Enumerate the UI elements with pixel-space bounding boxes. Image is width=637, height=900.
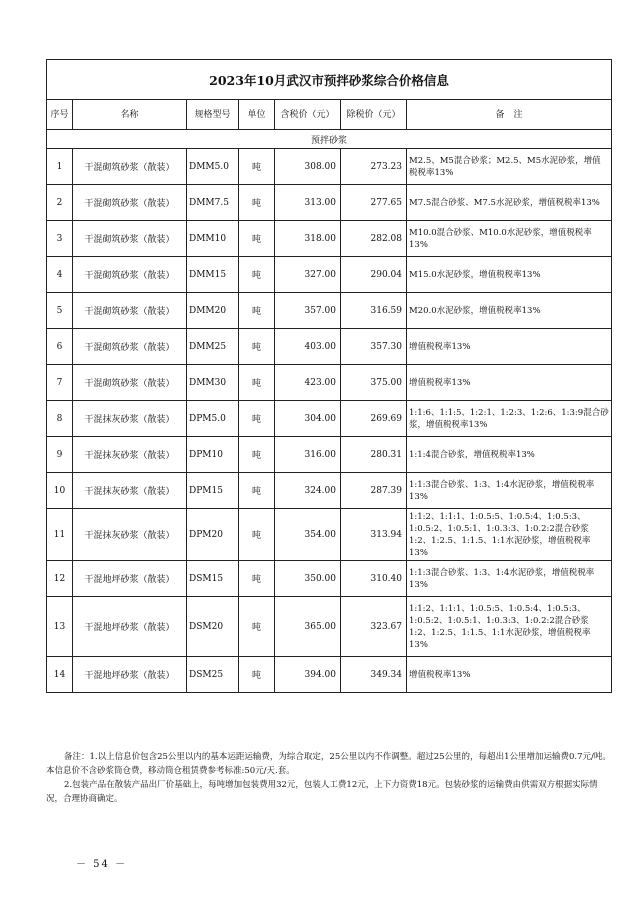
cell-unit: 吨	[239, 293, 275, 329]
cell-tax-incl: 394.00	[275, 657, 341, 693]
cell-seq: 5	[47, 293, 73, 329]
cell-seq: 14	[47, 657, 73, 693]
cell-name: 干混砌筑砂浆（散装）	[73, 221, 187, 257]
cell-tax-incl: 354.00	[275, 509, 341, 561]
cell-name: 干混砌筑砂浆（散装）	[73, 257, 187, 293]
cell-unit: 吨	[239, 185, 275, 221]
cell-name: 干混地坪砂浆（散装）	[73, 597, 187, 657]
table-row	[47, 365, 612, 401]
cell-tax-excl: 310.40	[341, 561, 407, 597]
remark-2: 2.包装产品在散装产品出厂价基础上，每吨增加包装费用32元，包装人工费12元，上下力资费18元。包装砂浆的运输费由供需双方根据实际情况，合理协商确定。	[46, 780, 598, 804]
cell-name: 干混抹灰砂浆（散装）	[73, 509, 187, 561]
cell-tax-incl: 304.00	[275, 401, 341, 437]
cell-note: 增值税税率13%	[407, 329, 612, 365]
header-unit: 单位	[239, 100, 275, 130]
cell-note: 增值税税率13%	[407, 657, 612, 693]
cell-tax-incl: 324.00	[275, 473, 341, 509]
cell-name: 干混砌筑砂浆（散装）	[73, 365, 187, 401]
table-row	[47, 597, 612, 657]
cell-unit: 吨	[239, 437, 275, 473]
cell-spec: DSM15	[187, 561, 239, 597]
table-row	[47, 221, 612, 257]
cell-spec: DMM5.0	[187, 149, 239, 185]
table-row	[47, 329, 612, 365]
cell-unit: 吨	[239, 509, 275, 561]
header-tax-incl: 含税价（元）	[275, 100, 341, 130]
table-title: 2023年10月武汉市预拌砂浆综合价格信息	[47, 60, 612, 100]
cell-spec: DPM15	[187, 473, 239, 509]
cell-unit: 吨	[239, 597, 275, 657]
cell-unit: 吨	[239, 401, 275, 437]
cell-spec: DSM20	[187, 597, 239, 657]
cell-tax-incl: 350.00	[275, 561, 341, 597]
table-row	[47, 509, 612, 561]
cell-unit: 吨	[239, 365, 275, 401]
cell-note: M20.0水泥砂浆，增值税税率13%	[407, 293, 612, 329]
cell-spec: DMM20	[187, 293, 239, 329]
section-row	[47, 130, 612, 149]
cell-note: M2.5、M5混合砂浆；M2.5、M5水泥砂浆，增值税税率13%	[407, 149, 612, 185]
cell-name: 干混抹灰砂浆（散装）	[73, 401, 187, 437]
cell-tax-incl: 316.00	[275, 437, 341, 473]
table-row	[47, 149, 612, 185]
cell-note: M10.0混合砂浆、M10.0水泥砂浆，增值税税率13%	[407, 221, 612, 257]
cell-spec: DPM20	[187, 509, 239, 561]
cell-unit: 吨	[239, 257, 275, 293]
cell-note: M7.5混合砂浆、M7.5水泥砂浆，增值税税率13%	[407, 185, 612, 221]
section-label: 预拌砂浆	[47, 130, 612, 149]
cell-spec: DPM5.0	[187, 401, 239, 437]
cell-note: 1:1:4混合砂浆，增值税税率13%	[407, 437, 612, 473]
cell-tax-excl: 280.31	[341, 437, 407, 473]
cell-tax-excl: 316.59	[341, 293, 407, 329]
cell-tax-excl: 313.94	[341, 509, 407, 561]
cell-seq: 2	[47, 185, 73, 221]
cell-tax-incl: 365.00	[275, 597, 341, 657]
cell-tax-excl: 323.67	[341, 597, 407, 657]
cell-seq: 7	[47, 365, 73, 401]
cell-note: 1:1:3混合砂浆、1:3、1:4水泥砂浆，增值税税率13%	[407, 561, 612, 597]
cell-seq: 9	[47, 437, 73, 473]
cell-name: 干混砌筑砂浆（散装）	[73, 329, 187, 365]
cell-name: 干混砌筑砂浆（散装）	[73, 293, 187, 329]
cell-tax-excl: 287.39	[341, 473, 407, 509]
cell-tax-incl: 357.00	[275, 293, 341, 329]
header-note: 备 注	[407, 100, 612, 130]
cell-name: 干混抹灰砂浆（散装）	[73, 437, 187, 473]
page-number: － 54 －	[76, 859, 128, 870]
header-seq: 序号	[47, 100, 73, 130]
cell-name: 干混砌筑砂浆（散装）	[73, 185, 187, 221]
cell-note: 1:1:2、1:1:1、1:0.5:5、1:0.5:4、1:0.5:3、1:0.5:2、1:0.5:1、1:0.3:3、1:0.2:2混合砂浆 1:2、1:2.5、1:1.5、1:1水泥砂浆，增值税税率13%	[407, 597, 612, 657]
cell-seq: 12	[47, 561, 73, 597]
cell-name: 干混地坪砂浆（散装）	[73, 561, 187, 597]
cell-spec: DMM7.5	[187, 185, 239, 221]
cell-tax-incl: 423.00	[275, 365, 341, 401]
cell-spec: DSM25	[187, 657, 239, 693]
cell-seq: 4	[47, 257, 73, 293]
table-row	[47, 473, 612, 509]
cell-seq: 1	[47, 149, 73, 185]
cell-tax-incl: 313.00	[275, 185, 341, 221]
cell-spec: DPM10	[187, 437, 239, 473]
cell-tax-excl: 269.69	[341, 401, 407, 437]
table-row	[47, 561, 612, 597]
price-table	[46, 59, 612, 693]
cell-tax-excl: 290.04	[341, 257, 407, 293]
remark-1: 备注：1.以上信息价包含25公里以内的基本运距运输费，为综合取定，25公里以内不作调整。超过25公里的，每超出1公里增加运输费0.7元/吨。本信息价不含砂浆筒仓费，移动筒仓租赁费参考标准:50元/天.套。	[46, 752, 611, 776]
header-name: 名称	[73, 100, 187, 130]
cell-tax-incl: 308.00	[275, 149, 341, 185]
cell-seq: 10	[47, 473, 73, 509]
cell-tax-excl: 349.34	[341, 657, 407, 693]
table-row	[47, 437, 612, 473]
header-row	[47, 100, 612, 130]
cell-unit: 吨	[239, 657, 275, 693]
cell-tax-excl: 282.08	[341, 221, 407, 257]
table-row	[47, 401, 612, 437]
table-row	[47, 293, 612, 329]
cell-spec: DMM30	[187, 365, 239, 401]
cell-seq: 11	[47, 509, 73, 561]
cell-tax-incl: 327.00	[275, 257, 341, 293]
cell-name: 干混砌筑砂浆（散装）	[73, 149, 187, 185]
cell-tax-excl: 277.65	[341, 185, 407, 221]
header-spec: 规格型号	[187, 100, 239, 130]
cell-unit: 吨	[239, 149, 275, 185]
cell-name: 干混抹灰砂浆（散装）	[73, 473, 187, 509]
remarks	[46, 750, 611, 806]
cell-unit: 吨	[239, 561, 275, 597]
cell-note: 增值税税率13%	[407, 365, 612, 401]
cell-tax-excl: 273.23	[341, 149, 407, 185]
cell-seq: 6	[47, 329, 73, 365]
cell-note: M15.0水泥砂浆，增值税税率13%	[407, 257, 612, 293]
cell-unit: 吨	[239, 473, 275, 509]
cell-note: 1:1:6、1:1:5、1:2:1、1:2:3、1:2:6、1:3:9混合砂浆，增值税税率13%	[407, 401, 612, 437]
cell-name: 干混地坪砂浆（散装）	[73, 657, 187, 693]
table-row	[47, 185, 612, 221]
table-row	[47, 657, 612, 693]
cell-note: 1:1:2、1:1:1、1:0.5:5、1:0.5:4、1:0.5:3、1:0.5:2、1:0.5:1、1:0.3:3、1:0.2:2混合砂浆 1:2、1:2.5、1:1.5、1:1水泥砂浆，增值税税率13%	[407, 509, 612, 561]
cell-seq: 13	[47, 597, 73, 657]
cell-seq: 8	[47, 401, 73, 437]
cell-tax-excl: 357.30	[341, 329, 407, 365]
cell-unit: 吨	[239, 329, 275, 365]
table-row	[47, 257, 612, 293]
cell-tax-incl: 318.00	[275, 221, 341, 257]
cell-spec: DMM10	[187, 221, 239, 257]
cell-note: 1:1:3混合砂浆、1:3、1:4水泥砂浆，增值税税率13%	[407, 473, 612, 509]
cell-spec: DMM25	[187, 329, 239, 365]
header-tax-excl: 除税价（元）	[341, 100, 407, 130]
cell-tax-incl: 403.00	[275, 329, 341, 365]
cell-tax-excl: 375.00	[341, 365, 407, 401]
cell-unit: 吨	[239, 221, 275, 257]
cell-spec: DMM15	[187, 257, 239, 293]
cell-seq: 3	[47, 221, 73, 257]
